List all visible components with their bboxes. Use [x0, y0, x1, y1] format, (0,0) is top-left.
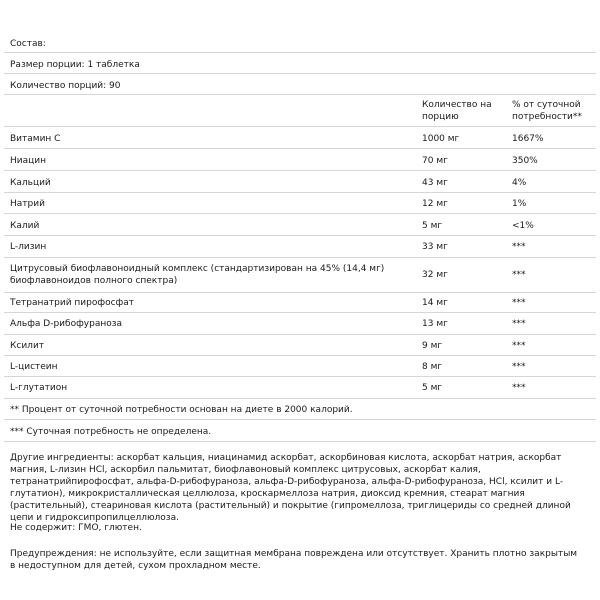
- nutrient-name: Кальций: [10, 178, 51, 188]
- nutrient-daily-value: ***: [512, 319, 526, 329]
- nutrient-daily-value: 350%: [512, 156, 538, 166]
- nutrient-daily-value: 4%: [512, 178, 527, 188]
- divider: [4, 235, 596, 236]
- nutrient-daily-value: <1%: [512, 221, 534, 231]
- nutrient-amount: 32 мг: [422, 270, 448, 280]
- nutrient-amount: 8 мг: [422, 362, 443, 372]
- divider: [4, 292, 596, 293]
- nutrient-name: Калий: [10, 221, 40, 231]
- column-header-daily-value: % от суточной потребности**: [512, 100, 582, 122]
- nutrient-name: L-цистеин: [10, 362, 58, 372]
- column-header-amount: Количество на порцию: [422, 100, 492, 122]
- divider: [4, 334, 596, 335]
- divider: [4, 257, 596, 258]
- divider: [4, 355, 596, 356]
- divider: [4, 419, 596, 420]
- nutrient-daily-value: ***: [512, 298, 526, 308]
- nutrient-daily-value: 1667%: [512, 134, 544, 144]
- divider: [4, 376, 596, 377]
- nutrient-daily-value: 1%: [512, 199, 527, 209]
- divider: [4, 441, 596, 442]
- nutrient-daily-value: ***: [512, 362, 526, 372]
- nutrient-amount: 13 мг: [422, 319, 448, 329]
- nutrient-amount: 33 мг: [422, 242, 448, 252]
- divider: [4, 52, 596, 53]
- nutrient-name: Витамин C: [10, 134, 61, 144]
- divider: [4, 148, 596, 149]
- nutrient-amount: 70 мг: [422, 156, 448, 166]
- nutrient-amount: 1000 мг: [422, 134, 460, 144]
- nutrient-amount: 5 мг: [422, 221, 443, 231]
- divider: [4, 398, 596, 399]
- nutrient-amount: 43 мг: [422, 178, 448, 188]
- composition-label: Состав:: [10, 39, 46, 49]
- nutrient-name: Ксилит: [10, 341, 45, 351]
- nutrient-daily-value: ***: [512, 341, 526, 351]
- nutrient-name: L-глутатион: [10, 383, 68, 393]
- divider: [4, 213, 596, 214]
- divider: [4, 192, 596, 193]
- nutrient-name: Натрий: [10, 199, 45, 209]
- nutrient-daily-value: ***: [512, 270, 526, 280]
- nutrient-amount: 14 мг: [422, 298, 448, 308]
- nutrient-name: Ниацин: [10, 156, 46, 166]
- nutrient-name: Цитрусовый биофлавоноидный комплекс (стандартизирован на 45% (14,4 мг) биофлавоноидов полного спектра): [10, 264, 385, 286]
- not-established-footnote: *** Суточная потребность не определена.: [10, 427, 212, 437]
- nutrient-name: L-лизин: [10, 242, 47, 252]
- nutrient-amount: 5 мг: [422, 383, 443, 393]
- daily-value-footnote: ** Процент от суточной потребности основан на диете в 2000 калорий.: [10, 405, 353, 415]
- nutrient-name: Альфа D-рибофураноза: [10, 319, 123, 329]
- servings-count: Количество порций: 90: [10, 81, 121, 91]
- divider: [4, 126, 596, 127]
- nutrient-amount: 9 мг: [422, 341, 443, 351]
- serving-size: Размер порции: 1 таблетка: [10, 60, 140, 70]
- nutrient-daily-value: ***: [512, 383, 526, 393]
- divider: [4, 170, 596, 171]
- other-ingredients: Другие ингредиенты: аскорбат кальция, ниацинамид аскорбат, аскорбиновая кислота, аскорбат натрия, аскорбат магния, L-лизин HCl, аскорбил пальмитат, биофлавоновый комплекс цитрусовых, аскорбат калия, тетранатрийпирофосфат, альфа-D-рибофураноза, альфа-D-рибофураноза, альфа-D-рибофураноза, HCl, ксилит и L-глутатион), микрокристаллическая целлюлоза, кроскармеллоза натрия, диоксид кремния, стеарат магния (растительный), стеариновая кислота (растительный) и покрытие (гипромеллоза, триглицериды со средней длиной цепи и гидроксипропилцеллюлоза.: [10, 453, 571, 523]
- nutrient-daily-value: ***: [512, 242, 526, 252]
- warnings: Предупреждения: не используйте, если защитная мембрана повреждена или отсутствует. Хранить плотно закрытым в недоступном для детей, сухом прохладном месте.: [10, 549, 578, 571]
- does-not-contain: Не содержит: ГМО, глютен.: [10, 523, 142, 533]
- divider: [4, 73, 596, 74]
- nutrient-amount: 12 мг: [422, 199, 448, 209]
- divider: [4, 312, 596, 313]
- nutrient-name: Тетранатрий пирофосфат: [10, 298, 134, 308]
- divider: [4, 94, 596, 95]
